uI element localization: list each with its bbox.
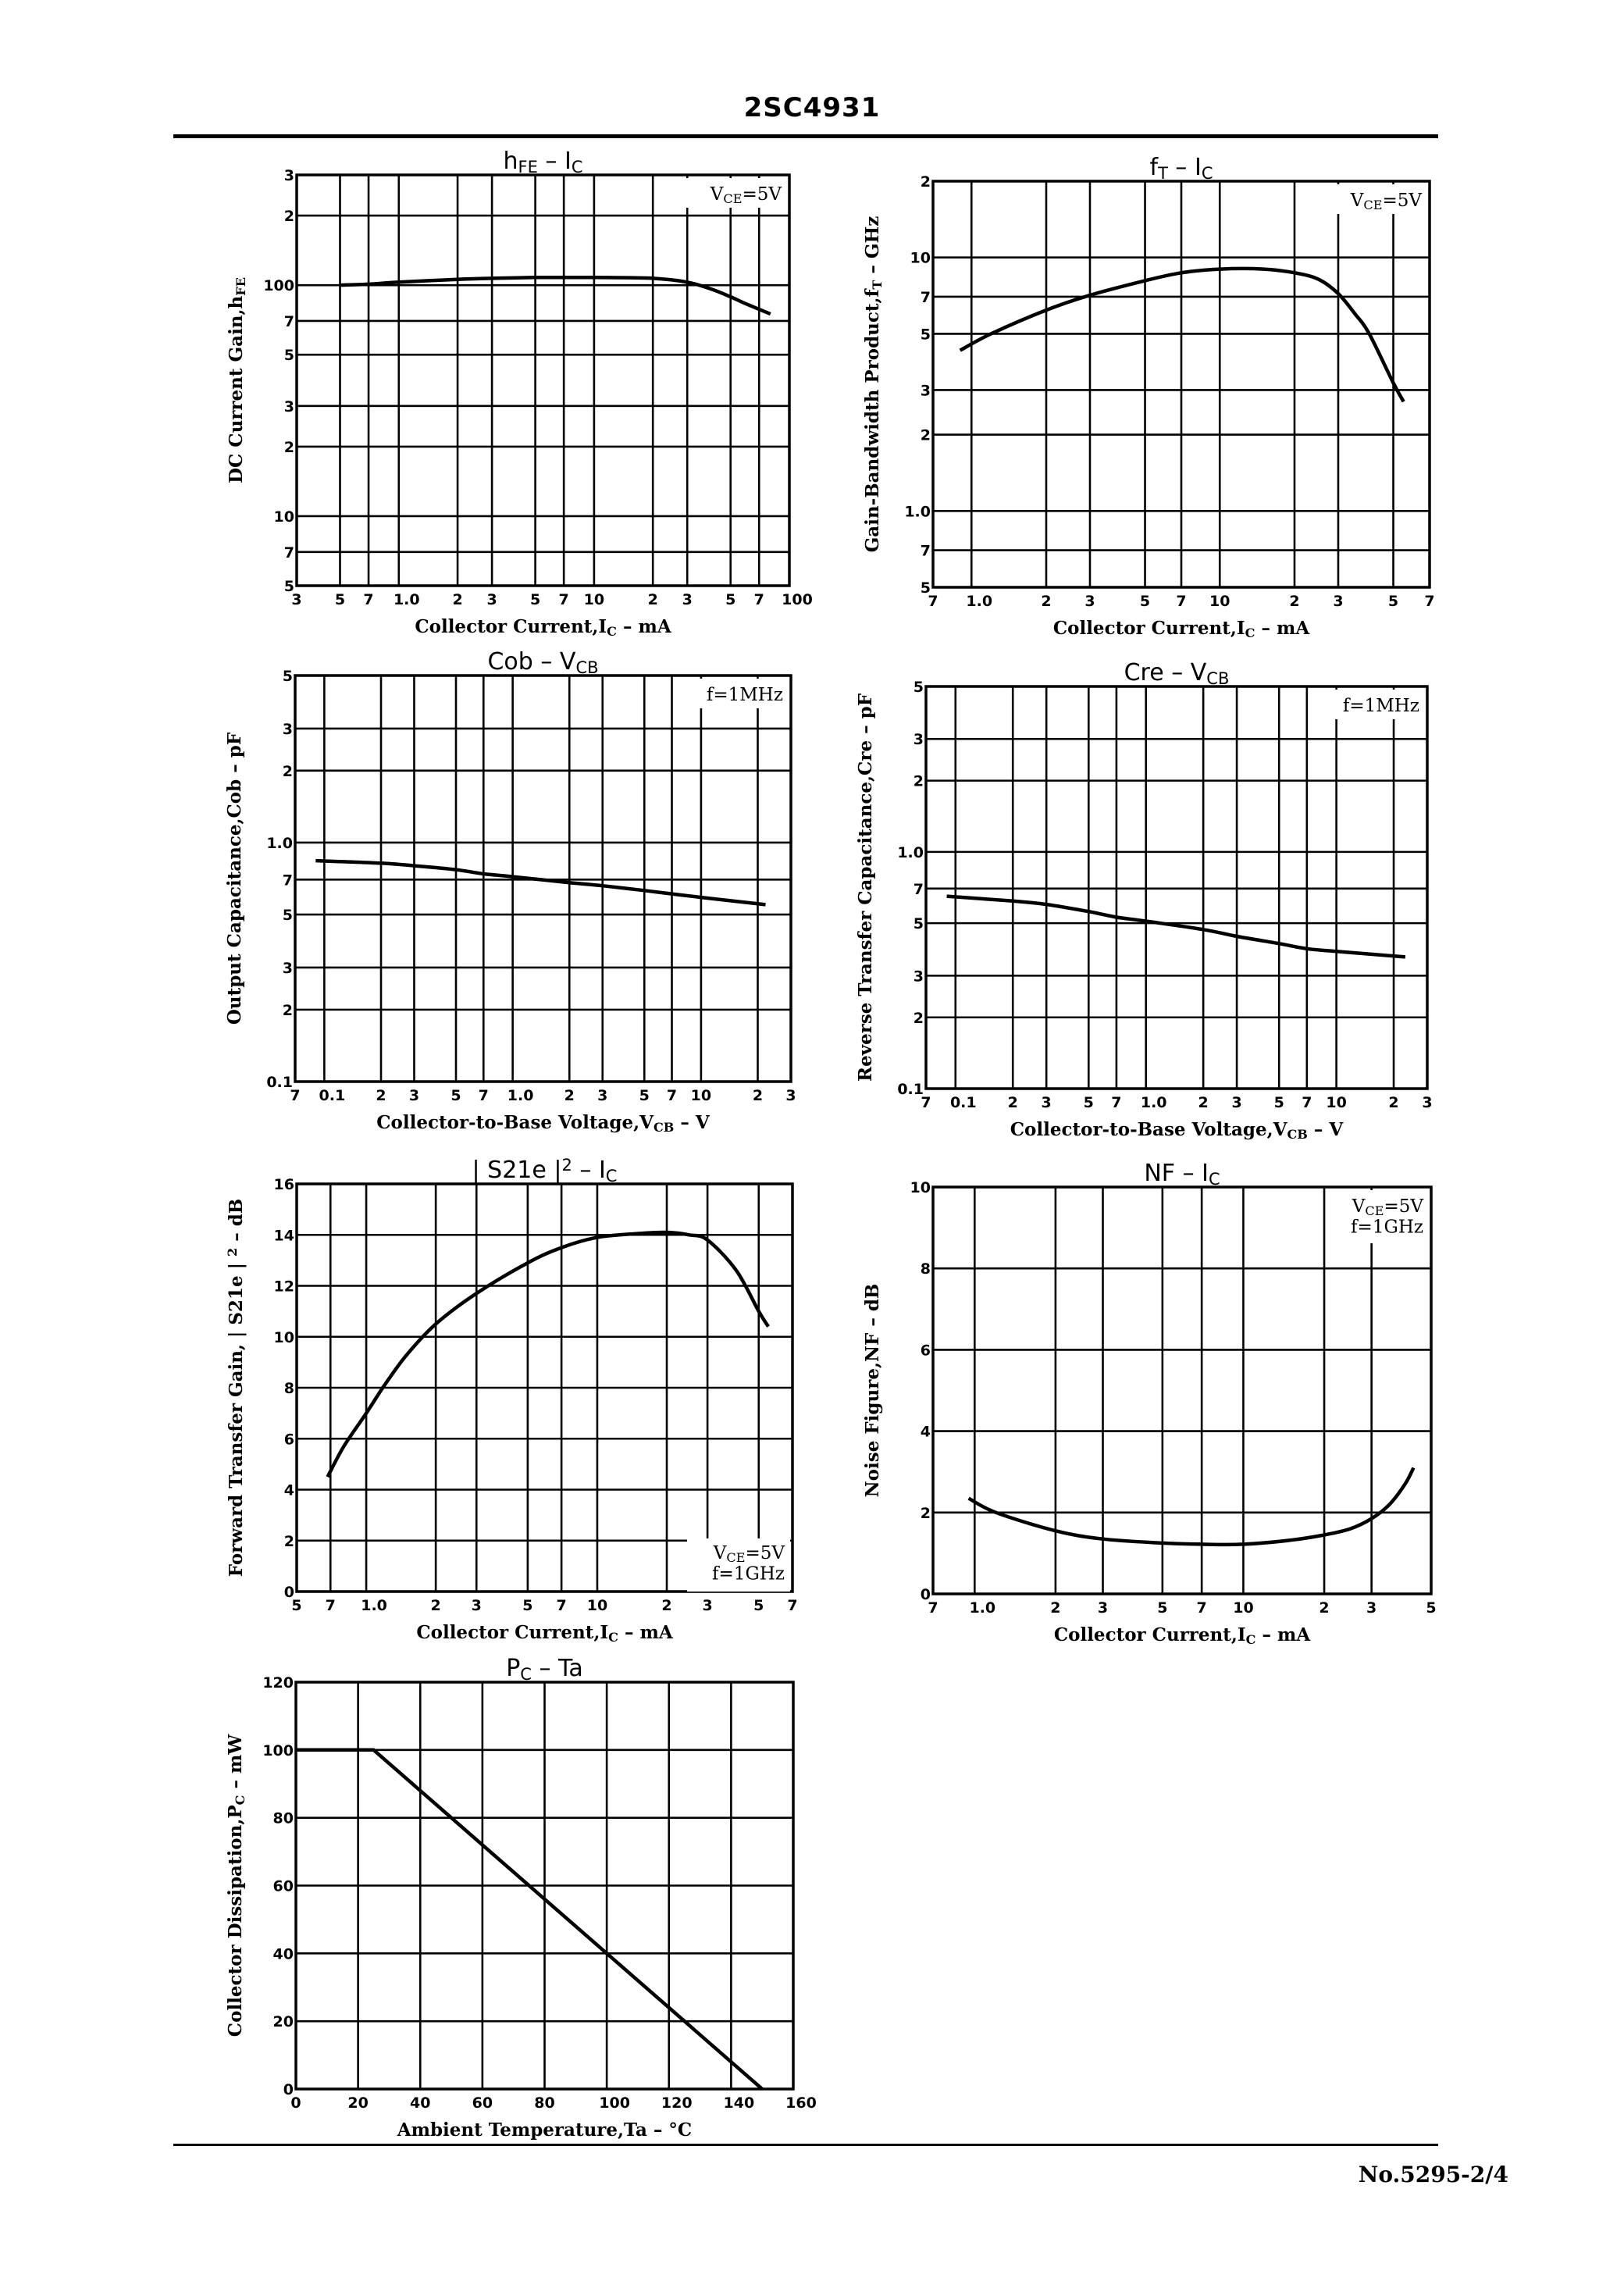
x-tick-labels (921, 1094, 1432, 1111)
svg-text:12: 12 (273, 1278, 294, 1296)
chart-title: NF – IC (1144, 1160, 1220, 1189)
svg-text:2: 2 (752, 1087, 764, 1104)
svg-text:5: 5 (1426, 1599, 1437, 1617)
svg-text:2: 2 (1041, 593, 1052, 610)
svg-text:40: 40 (272, 1945, 294, 1963)
svg-text:10: 10 (273, 1328, 294, 1346)
svg-text:3: 3 (1366, 1599, 1377, 1617)
svg-text:3: 3 (785, 1087, 796, 1104)
svg-text:7: 7 (290, 1087, 301, 1104)
svg-text:5: 5 (1139, 593, 1151, 610)
svg-text:10: 10 (690, 1087, 712, 1104)
svg-text:5: 5 (1273, 1094, 1284, 1111)
svg-text:100: 100 (263, 277, 294, 295)
svg-text:5: 5 (451, 1087, 461, 1104)
gridlines (297, 175, 789, 586)
svg-text:5: 5 (522, 1597, 533, 1614)
x-axis-label: Collector Current,IC – mA (416, 1622, 673, 1645)
svg-text:16: 16 (273, 1176, 294, 1193)
x-axis-label: Collector-to-Base Voltage,VCB – V (1010, 1119, 1344, 1142)
svg-text:3: 3 (283, 167, 294, 184)
y-axis-label: Output Capacitance,Cob – pF (224, 732, 245, 1025)
svg-text:3: 3 (682, 591, 693, 608)
y-axis-label: DC Current Gain,hFE (226, 277, 248, 483)
svg-text:10: 10 (910, 249, 931, 267)
svg-text:7: 7 (753, 591, 764, 608)
svg-text:7: 7 (920, 542, 931, 560)
svg-text:0.1: 0.1 (949, 1094, 977, 1111)
svg-text:5: 5 (753, 1597, 764, 1614)
svg-text:20: 20 (272, 2013, 294, 2031)
svg-text:2: 2 (661, 1597, 672, 1614)
svg-text:2: 2 (1007, 1094, 1018, 1111)
data-curve (969, 1468, 1414, 1545)
data-curve (315, 861, 765, 904)
svg-text:5: 5 (1157, 1599, 1168, 1617)
svg-text:3: 3 (920, 382, 931, 400)
svg-text:3: 3 (408, 1087, 420, 1104)
y-axis-label: Noise Figure,NF – dB (862, 1283, 883, 1498)
svg-text:1.0: 1.0 (1140, 1094, 1167, 1111)
svg-text:5: 5 (725, 591, 736, 608)
gridlines (296, 1682, 793, 2089)
x-axis-label: Collector Current,IC – mA (415, 616, 671, 639)
svg-text:7: 7 (558, 591, 569, 608)
svg-text:3: 3 (471, 1597, 482, 1614)
condition-annotation: f=1MHz (706, 685, 783, 705)
svg-text:7: 7 (928, 1599, 938, 1617)
svg-text:0: 0 (920, 1586, 931, 1603)
svg-text:2: 2 (920, 173, 931, 191)
data-curve (328, 1232, 769, 1477)
svg-text:7: 7 (1196, 1599, 1207, 1617)
svg-text:140: 140 (723, 2094, 755, 2112)
svg-text:5: 5 (920, 579, 931, 597)
svg-text:7: 7 (325, 1597, 336, 1614)
svg-text:14: 14 (273, 1227, 294, 1245)
condition-annotation: VCE=5V f=1GHz (712, 1543, 785, 1585)
svg-text:2: 2 (564, 1087, 575, 1104)
svg-text:120: 120 (262, 1674, 294, 1692)
svg-text:7: 7 (920, 288, 931, 306)
svg-text:2: 2 (283, 1532, 294, 1550)
svg-text:8: 8 (283, 1380, 294, 1397)
gridlines (297, 1184, 792, 1592)
svg-text:5: 5 (529, 591, 541, 608)
x-tick-labels (291, 591, 812, 608)
svg-text:60: 60 (272, 1877, 294, 1895)
y-axis-label: Reverse Transfer Capacitance,Cre – pF (855, 693, 876, 1082)
condition-annotation: VCE=5V f=1GHz (1351, 1196, 1423, 1238)
svg-text:7: 7 (282, 872, 293, 889)
footer-rule (173, 2144, 1438, 2146)
chart-title: fT – IC (1149, 154, 1213, 184)
svg-text:2: 2 (913, 772, 924, 790)
chart-title: Cre – VCB (1124, 659, 1230, 689)
svg-text:40: 40 (410, 2094, 431, 2112)
svg-text:3: 3 (291, 591, 302, 608)
svg-text:0.1: 0.1 (319, 1087, 346, 1104)
svg-text:5: 5 (291, 1597, 302, 1614)
svg-text:80: 80 (534, 2094, 555, 2112)
svg-text:7: 7 (1302, 1094, 1312, 1111)
svg-text:1.0: 1.0 (904, 503, 931, 521)
x-axis-label: Ambient Temperature,Ta – °C (397, 2119, 693, 2141)
gridlines (933, 1187, 1431, 1594)
svg-text:3: 3 (283, 397, 294, 415)
svg-text:7: 7 (283, 312, 294, 330)
svg-text:5: 5 (639, 1087, 650, 1104)
svg-text:2: 2 (430, 1597, 441, 1614)
svg-text:5: 5 (913, 679, 924, 696)
svg-text:0: 0 (283, 1584, 294, 1601)
condition-annotation: f=1MHz (1342, 696, 1419, 716)
chart-cre-vcb (855, 659, 1433, 1142)
svg-text:7: 7 (478, 1087, 489, 1104)
x-axis-label: Collector Current,IC – mA (1052, 618, 1310, 640)
plot-frame (933, 1187, 1431, 1594)
svg-text:10: 10 (1233, 1599, 1254, 1617)
svg-text:5: 5 (282, 668, 293, 685)
svg-text:7: 7 (913, 880, 924, 898)
svg-text:2: 2 (376, 1087, 386, 1104)
svg-text:1.0: 1.0 (393, 591, 420, 608)
svg-text:3: 3 (913, 731, 924, 749)
gridlines (926, 686, 1427, 1089)
svg-text:7: 7 (666, 1087, 678, 1104)
chart-title: PC – Ta (506, 1655, 583, 1684)
svg-text:100: 100 (782, 591, 813, 608)
y-tick-labels (897, 679, 924, 1098)
svg-text:2: 2 (1388, 1094, 1399, 1111)
svg-text:7: 7 (283, 544, 294, 561)
gridlines (933, 181, 1430, 587)
svg-text:0.1: 0.1 (897, 1081, 924, 1098)
svg-text:7: 7 (1424, 593, 1435, 610)
svg-text:3: 3 (702, 1597, 713, 1614)
svg-text:7: 7 (1176, 593, 1187, 610)
chart-pc-ta (225, 1655, 817, 2141)
svg-text:2: 2 (282, 762, 293, 780)
chart-title: Cob – VCB (487, 648, 599, 678)
svg-text:2: 2 (647, 591, 658, 608)
svg-text:100: 100 (599, 2094, 630, 2112)
x-tick-labels (290, 1087, 796, 1104)
svg-text:5: 5 (283, 347, 294, 365)
svg-text:100: 100 (262, 1741, 294, 1759)
chart-nf-ic (862, 1160, 1437, 1647)
data-curve (340, 277, 771, 314)
y-tick-labels (266, 668, 293, 1091)
y-tick-labels (262, 1674, 294, 2098)
svg-text:3: 3 (1333, 593, 1344, 610)
document-number: No.5295-2/4 (1358, 2162, 1508, 2187)
svg-text:10: 10 (1209, 593, 1230, 610)
svg-text:3: 3 (1097, 1599, 1109, 1617)
svg-text:6: 6 (920, 1342, 931, 1360)
svg-text:3: 3 (913, 968, 924, 986)
svg-text:5: 5 (1083, 1094, 1094, 1111)
y-tick-labels (910, 1179, 931, 1603)
svg-text:0: 0 (290, 2094, 301, 2112)
plot-frame (926, 686, 1427, 1089)
svg-text:3: 3 (282, 959, 293, 977)
svg-text:2: 2 (913, 1009, 924, 1027)
svg-text:10: 10 (273, 508, 294, 526)
svg-text:7: 7 (921, 1094, 931, 1111)
svg-text:2: 2 (920, 1504, 931, 1522)
svg-text:7: 7 (928, 593, 938, 610)
y-tick-labels (263, 167, 294, 595)
svg-text:5: 5 (282, 907, 293, 925)
svg-text:2: 2 (283, 438, 294, 456)
svg-text:7: 7 (1111, 1094, 1122, 1111)
svg-text:0.1: 0.1 (266, 1074, 293, 1091)
svg-text:10: 10 (910, 1179, 931, 1196)
data-curve (296, 1750, 762, 2089)
svg-text:2: 2 (452, 591, 463, 608)
svg-text:5: 5 (334, 591, 346, 608)
x-tick-labels (291, 1597, 797, 1614)
svg-text:1.0: 1.0 (361, 1597, 387, 1614)
svg-text:120: 120 (661, 2094, 693, 2112)
x-axis-label: Collector-to-Base Voltage,VCB – V (376, 1112, 710, 1135)
svg-text:10: 10 (586, 1597, 608, 1614)
svg-text:5: 5 (1387, 593, 1399, 610)
svg-text:3: 3 (597, 1087, 608, 1104)
x-tick-labels (290, 2094, 816, 2112)
x-tick-labels (928, 593, 1434, 610)
y-tick-labels (904, 173, 931, 597)
chart-hfe-ic (226, 148, 813, 639)
svg-text:3: 3 (486, 591, 497, 608)
svg-text:3: 3 (1084, 593, 1095, 610)
x-tick-labels (928, 1599, 1436, 1617)
x-axis-label: Collector Current,IC – mA (1053, 1624, 1311, 1647)
svg-text:80: 80 (272, 1809, 294, 1827)
chart-title: hFE – IC (503, 148, 583, 177)
svg-text:5: 5 (913, 915, 924, 933)
svg-text:2: 2 (920, 426, 931, 444)
part-number-title: 2SC4931 (743, 92, 881, 123)
svg-text:1.0: 1.0 (507, 1087, 534, 1104)
svg-text:3: 3 (282, 720, 293, 738)
svg-text:10: 10 (1326, 1094, 1347, 1111)
svg-text:7: 7 (363, 591, 374, 608)
condition-annotation: VCE=5V (1350, 191, 1422, 212)
svg-text:3: 3 (1422, 1094, 1433, 1111)
svg-text:4: 4 (283, 1481, 294, 1499)
plot-frame (297, 175, 789, 586)
svg-text:6: 6 (283, 1431, 294, 1449)
svg-text:60: 60 (472, 2094, 493, 2112)
svg-text:4: 4 (920, 1423, 931, 1441)
svg-text:3: 3 (1231, 1094, 1242, 1111)
svg-text:1.0: 1.0 (266, 834, 293, 852)
y-axis-label: Collector Dissipation,PC – mW (225, 1734, 248, 2037)
svg-text:3: 3 (1041, 1094, 1052, 1111)
svg-text:7: 7 (787, 1597, 798, 1614)
svg-text:1.0: 1.0 (966, 593, 993, 610)
y-tick-labels (274, 1176, 294, 1601)
svg-text:2: 2 (283, 208, 294, 226)
svg-text:2: 2 (1319, 1599, 1330, 1617)
svg-text:20: 20 (347, 2094, 369, 2112)
svg-text:5: 5 (283, 578, 294, 595)
svg-text:2: 2 (1289, 593, 1300, 610)
svg-text:2: 2 (282, 1001, 293, 1019)
svg-text:160: 160 (785, 2094, 817, 2112)
condition-annotation: VCE=5V (710, 184, 782, 206)
svg-text:0: 0 (283, 2081, 294, 2098)
chart-s21e-ic (225, 1156, 798, 1645)
svg-text:5: 5 (920, 326, 931, 344)
y-axis-label: Forward Transfer Gain, | S21e | 2 – dB (224, 1198, 247, 1577)
y-axis-label: Gain-Bandwidth Product,fT – GHz (862, 216, 885, 553)
svg-text:2: 2 (1198, 1094, 1209, 1111)
chart-cob-vcb (224, 648, 796, 1135)
svg-text:10: 10 (583, 591, 605, 608)
svg-text:7: 7 (556, 1597, 567, 1614)
svg-text:1.0: 1.0 (969, 1599, 996, 1617)
svg-text:8: 8 (920, 1260, 931, 1278)
svg-text:1.0: 1.0 (897, 843, 924, 861)
chart-ft-ic (862, 154, 1435, 640)
svg-text:2: 2 (1050, 1599, 1061, 1617)
chart-title: | S21e |2 – IC (472, 1155, 618, 1186)
